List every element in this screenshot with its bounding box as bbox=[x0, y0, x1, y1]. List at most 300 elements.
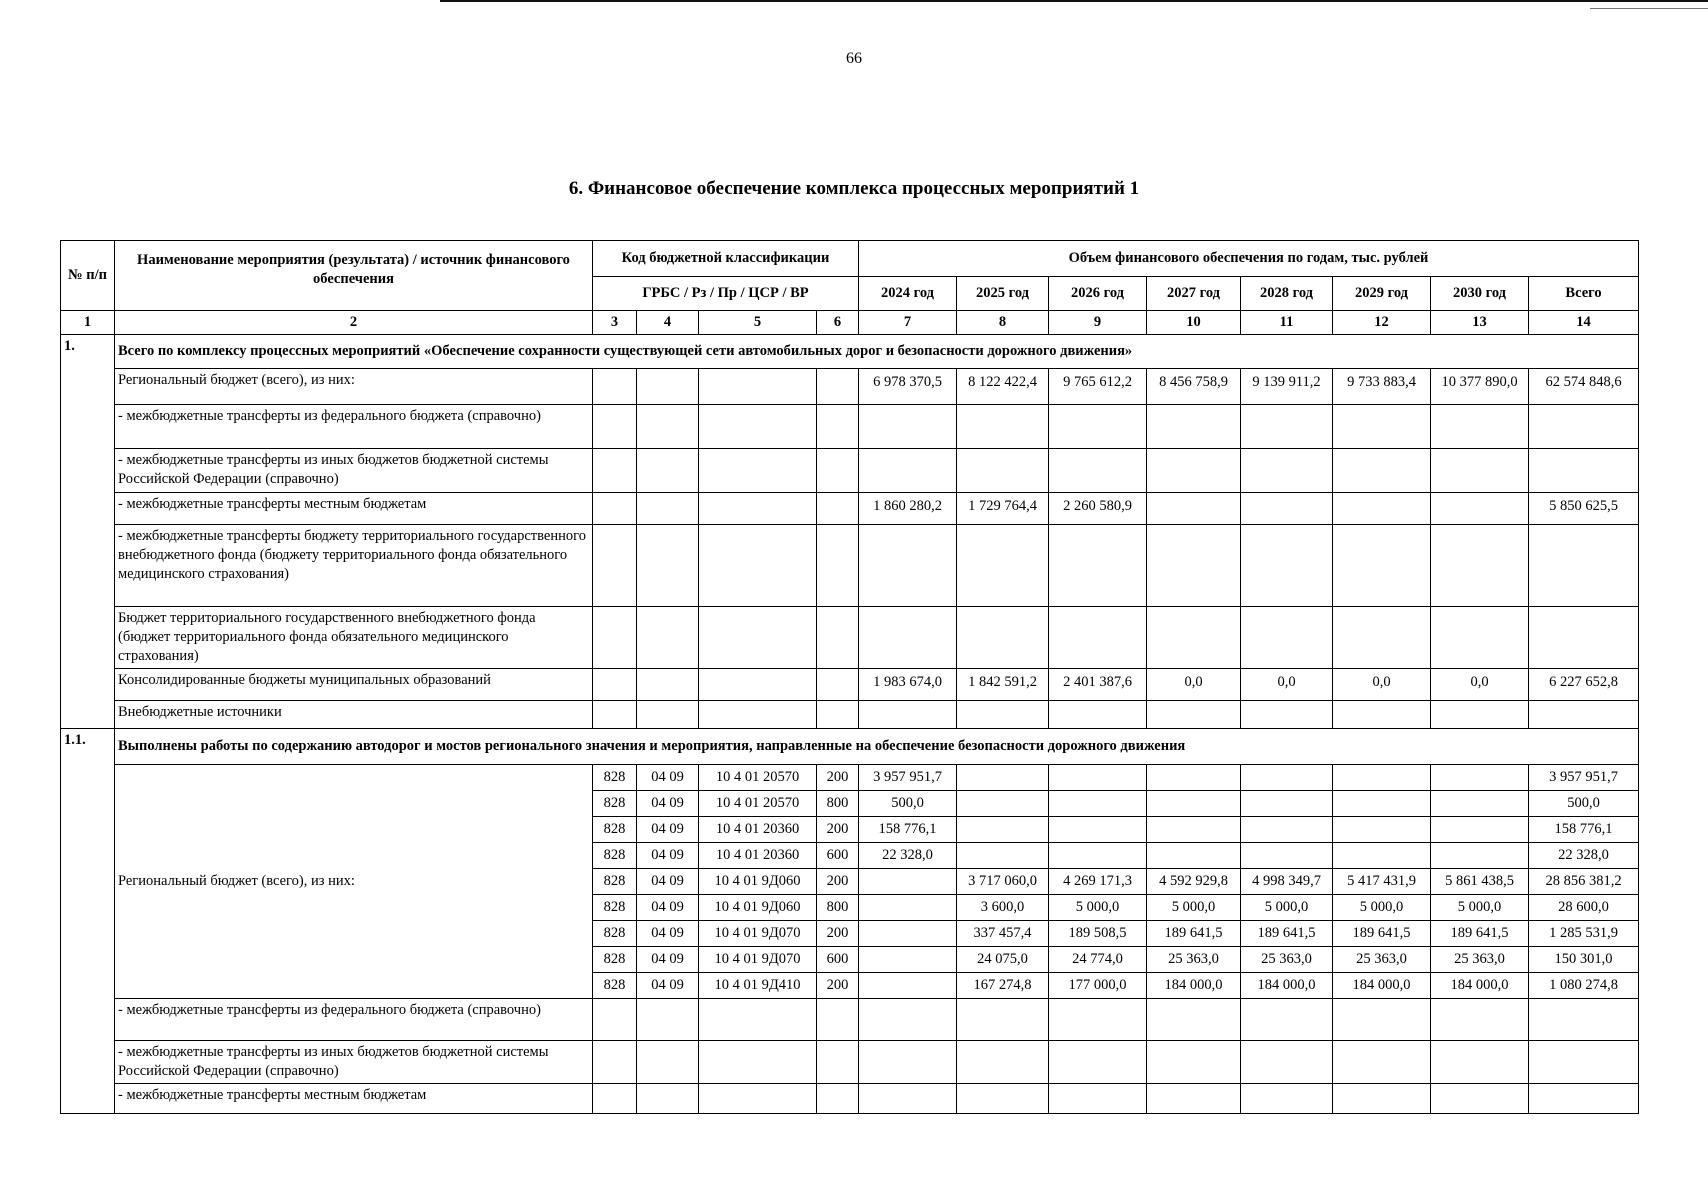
header-year: 2024 год bbox=[859, 277, 957, 311]
code-cell-empty bbox=[637, 449, 699, 493]
year-value-cell bbox=[1431, 791, 1529, 817]
empty-cell bbox=[1431, 1084, 1529, 1114]
code-cell-empty bbox=[593, 369, 637, 405]
year-value-cell: 189 641,5 bbox=[1241, 921, 1333, 947]
table-row bbox=[61, 449, 1639, 493]
code-cell-empty bbox=[637, 525, 699, 607]
table-row bbox=[61, 669, 1639, 701]
code-cell-empty bbox=[637, 701, 699, 729]
year-value-cell bbox=[1049, 449, 1147, 493]
year-value-cell: 1 983 674,0 bbox=[859, 669, 957, 701]
empty-cell bbox=[637, 999, 699, 1041]
total-cell: 5 850 625,5 bbox=[1529, 493, 1639, 525]
year-value-cell: 25 363,0 bbox=[1431, 947, 1529, 973]
source-label: Консолидированные бюджеты муниципальных образований bbox=[115, 669, 593, 701]
section-title: Всего по комплексу процессных мероприятий «Обеспечение сохранности существующей сети автомобильных дорог и безопасности дорожного движения» bbox=[115, 335, 1639, 369]
year-value-cell bbox=[1431, 843, 1529, 869]
year-value-cell: 25 363,0 bbox=[1241, 947, 1333, 973]
year-value-cell bbox=[1049, 791, 1147, 817]
source-label: - межбюджетные трансферты из федерального бюджета (справочно) bbox=[115, 999, 593, 1041]
scan-edge-mark bbox=[1590, 8, 1708, 9]
column-number: 2 bbox=[115, 311, 593, 335]
year-value-cell bbox=[859, 701, 957, 729]
empty-cell bbox=[1333, 999, 1431, 1041]
section-title: Выполнены работы по содержанию автодорог и мостов регионального значения и мероприятия, направленные на обеспечение безопасности дорожного движения bbox=[115, 729, 1639, 765]
column-number: 14 bbox=[1529, 311, 1639, 335]
grbs-code: 828 bbox=[593, 973, 637, 999]
year-value-cell bbox=[1431, 765, 1529, 791]
year-value-cell bbox=[1241, 449, 1333, 493]
year-value-cell bbox=[1147, 525, 1241, 607]
year-value-cell bbox=[1147, 765, 1241, 791]
empty-cell bbox=[1049, 1041, 1147, 1084]
year-value-cell bbox=[1147, 493, 1241, 525]
grbs-code: 828 bbox=[593, 765, 637, 791]
column-number: 10 bbox=[1147, 311, 1241, 335]
vr-code: 200 bbox=[817, 921, 859, 947]
csr-code: 10 4 01 20570 bbox=[699, 765, 817, 791]
header-volume: Объем финансового обеспечения по годам, тыс. рублей bbox=[859, 241, 1639, 277]
year-value-cell bbox=[1049, 405, 1147, 449]
year-value-cell: 184 000,0 bbox=[1431, 973, 1529, 999]
year-value-cell: 5 000,0 bbox=[1333, 895, 1431, 921]
code-cell-empty bbox=[699, 669, 817, 701]
year-value-cell bbox=[1431, 405, 1529, 449]
vr-code: 800 bbox=[817, 791, 859, 817]
year-value-cell bbox=[957, 449, 1049, 493]
year-value-cell: 25 363,0 bbox=[1147, 947, 1241, 973]
empty-cell bbox=[593, 1084, 637, 1114]
year-value-cell: 167 274,8 bbox=[957, 973, 1049, 999]
empty-cell bbox=[1147, 1084, 1241, 1114]
code-cell-empty bbox=[593, 701, 637, 729]
total-cell bbox=[1529, 525, 1639, 607]
empty-cell bbox=[1049, 999, 1147, 1041]
csr-code: 10 4 01 9Д060 bbox=[699, 895, 817, 921]
year-value-cell bbox=[1333, 525, 1431, 607]
empty-cell bbox=[859, 1084, 957, 1114]
csr-code: 10 4 01 20360 bbox=[699, 843, 817, 869]
year-value-cell: 6 978 370,5 bbox=[859, 369, 957, 405]
csr-code: 10 4 01 9Д410 bbox=[699, 973, 817, 999]
year-value-cell: 3 957 951,7 bbox=[859, 765, 957, 791]
code-cell-empty bbox=[817, 449, 859, 493]
year-value-cell bbox=[1241, 765, 1333, 791]
rz-pr-code: 04 09 bbox=[637, 947, 699, 973]
section-heading: 6. Финансовое обеспечение комплекса процессных мероприятий 1 bbox=[568, 178, 1140, 199]
year-value-cell: 0,0 bbox=[1147, 669, 1241, 701]
source-label: - межбюджетные трансферты из федерального бюджета (справочно) bbox=[115, 405, 593, 449]
year-value-cell: 189 641,5 bbox=[1333, 921, 1431, 947]
header-code-sub: ГРБС / Рз / Пр / ЦСР / ВР bbox=[593, 277, 859, 311]
year-value-cell bbox=[859, 449, 957, 493]
table-row bbox=[61, 765, 1639, 791]
empty-cell bbox=[859, 1041, 957, 1084]
year-value-cell: 3 717 060,0 bbox=[957, 869, 1049, 895]
code-cell-empty bbox=[637, 493, 699, 525]
code-cell-empty bbox=[593, 525, 637, 607]
year-value-cell bbox=[1333, 449, 1431, 493]
row-number: 1.1. bbox=[61, 729, 115, 1114]
header-no: № п/п bbox=[61, 241, 115, 311]
header-name: Наименование мероприятия (результата) / источник финансового обеспечения bbox=[115, 241, 593, 311]
source-label: - межбюджетные трансферты местным бюджетам bbox=[115, 1084, 593, 1114]
year-value-cell: 4 998 349,7 bbox=[1241, 869, 1333, 895]
year-value-cell bbox=[1431, 817, 1529, 843]
column-number: 12 bbox=[1333, 311, 1431, 335]
code-cell-empty bbox=[593, 607, 637, 669]
column-number: 1 bbox=[61, 311, 115, 335]
code-cell-empty bbox=[817, 669, 859, 701]
source-label: - межбюджетные трансферты из иных бюджетов бюджетной системы Российской Федерации (справочно) bbox=[115, 1041, 593, 1084]
source-label: Бюджет территориального государственного внебюджетного фонда (бюджет территориального фонда обязательного медицинского страхования) bbox=[115, 607, 593, 669]
code-cell-empty bbox=[637, 607, 699, 669]
grbs-code: 828 bbox=[593, 921, 637, 947]
year-value-cell bbox=[1333, 791, 1431, 817]
year-value-cell bbox=[1333, 493, 1431, 525]
empty-cell bbox=[1241, 999, 1333, 1041]
scan-edge-line bbox=[440, 0, 1708, 2]
code-cell-empty bbox=[817, 701, 859, 729]
year-value-cell bbox=[1241, 817, 1333, 843]
year-value-cell bbox=[1333, 843, 1431, 869]
rz-pr-code: 04 09 bbox=[637, 921, 699, 947]
year-value-cell: 184 000,0 bbox=[1147, 973, 1241, 999]
grbs-code: 828 bbox=[593, 817, 637, 843]
year-value-cell bbox=[859, 947, 957, 973]
csr-code: 10 4 01 20570 bbox=[699, 791, 817, 817]
table-row bbox=[61, 369, 1639, 405]
empty-cell bbox=[699, 1084, 817, 1114]
total-cell: 500,0 bbox=[1529, 791, 1639, 817]
source-label: - межбюджетные трансферты бюджету территориального государственного внебюджетного фонда (бюджету территориального фонда обязательного медицинского страхования) bbox=[115, 525, 593, 607]
year-value-cell: 1 860 280,2 bbox=[859, 493, 957, 525]
year-value-cell: 2 401 387,6 bbox=[1049, 669, 1147, 701]
empty-cell bbox=[817, 1084, 859, 1114]
year-value-cell bbox=[1049, 607, 1147, 669]
empty-cell bbox=[817, 999, 859, 1041]
year-value-cell: 1 842 591,2 bbox=[957, 669, 1049, 701]
column-number: 5 bbox=[699, 311, 817, 335]
page-number: 66 bbox=[846, 50, 862, 67]
empty-cell bbox=[637, 1041, 699, 1084]
rz-pr-code: 04 09 bbox=[637, 765, 699, 791]
code-cell-empty bbox=[817, 607, 859, 669]
table-row bbox=[61, 999, 1639, 1041]
column-number: 7 bbox=[859, 311, 957, 335]
year-value-cell: 3 600,0 bbox=[957, 895, 1049, 921]
empty-cell bbox=[859, 999, 957, 1041]
code-cell-empty bbox=[593, 405, 637, 449]
header-year: 2030 год bbox=[1431, 277, 1529, 311]
total-cell bbox=[1529, 607, 1639, 669]
year-value-cell bbox=[1147, 791, 1241, 817]
csr-code: 10 4 01 9Д070 bbox=[699, 921, 817, 947]
header-code: Код бюджетной классификации bbox=[593, 241, 859, 277]
column-number: 13 bbox=[1431, 311, 1529, 335]
code-cell-empty bbox=[637, 405, 699, 449]
year-value-cell: 184 000,0 bbox=[1333, 973, 1431, 999]
table-row bbox=[61, 1041, 1639, 1084]
header-year: 2029 год bbox=[1333, 277, 1431, 311]
empty-cell bbox=[593, 1041, 637, 1084]
year-value-cell bbox=[1241, 843, 1333, 869]
year-value-cell bbox=[957, 843, 1049, 869]
year-value-cell bbox=[957, 607, 1049, 669]
year-value-cell: 2 260 580,9 bbox=[1049, 493, 1147, 525]
year-value-cell bbox=[957, 791, 1049, 817]
row-number: 1. bbox=[61, 335, 115, 729]
year-value-cell bbox=[1147, 607, 1241, 669]
empty-cell bbox=[957, 1084, 1049, 1114]
total-cell bbox=[1529, 701, 1639, 729]
total-cell: 28 856 381,2 bbox=[1529, 869, 1639, 895]
total-cell: 3 957 951,7 bbox=[1529, 765, 1639, 791]
table-row bbox=[61, 405, 1639, 449]
year-value-cell: 24 075,0 bbox=[957, 947, 1049, 973]
column-number: 3 bbox=[593, 311, 637, 335]
source-label: Региональный бюджет (всего), из них: bbox=[115, 369, 593, 405]
year-value-cell bbox=[957, 765, 1049, 791]
empty-cell bbox=[1529, 1084, 1639, 1114]
year-value-cell bbox=[1333, 405, 1431, 449]
year-value-cell bbox=[1049, 701, 1147, 729]
year-value-cell: 5 000,0 bbox=[1241, 895, 1333, 921]
year-value-cell bbox=[1147, 449, 1241, 493]
year-value-cell bbox=[1147, 405, 1241, 449]
year-value-cell bbox=[1431, 525, 1529, 607]
rz-pr-code: 04 09 bbox=[637, 895, 699, 921]
year-value-cell bbox=[1431, 607, 1529, 669]
year-value-cell bbox=[1147, 843, 1241, 869]
source-label: - межбюджетные трансферты местным бюджетам bbox=[115, 493, 593, 525]
year-value-cell bbox=[1147, 701, 1241, 729]
rz-pr-code: 04 09 bbox=[637, 973, 699, 999]
code-cell-empty bbox=[593, 493, 637, 525]
year-value-cell bbox=[1431, 449, 1529, 493]
code-cell-empty bbox=[817, 405, 859, 449]
csr-code: 10 4 01 20360 bbox=[699, 817, 817, 843]
year-value-cell bbox=[1333, 701, 1431, 729]
year-value-cell bbox=[1333, 765, 1431, 791]
table-row bbox=[61, 493, 1639, 525]
header-year: 2026 год bbox=[1049, 277, 1147, 311]
column-number: 8 bbox=[957, 311, 1049, 335]
empty-cell bbox=[1333, 1041, 1431, 1084]
code-cell-empty bbox=[699, 369, 817, 405]
year-value-cell: 5 000,0 bbox=[1049, 895, 1147, 921]
year-value-cell: 10 377 890,0 bbox=[1431, 369, 1529, 405]
year-value-cell: 184 000,0 bbox=[1241, 973, 1333, 999]
vr-code: 200 bbox=[817, 869, 859, 895]
source-label: - межбюджетные трансферты из иных бюджетов бюджетной системы Российской Федерации (справочно) bbox=[115, 449, 593, 493]
year-value-cell bbox=[1431, 493, 1529, 525]
rz-pr-code: 04 09 bbox=[637, 791, 699, 817]
empty-cell bbox=[1529, 1041, 1639, 1084]
table-row bbox=[61, 1084, 1639, 1114]
grbs-code: 828 bbox=[593, 895, 637, 921]
csr-code: 10 4 01 9Д060 bbox=[699, 869, 817, 895]
source-label: Региональный бюджет (всего), из них: bbox=[115, 765, 593, 999]
total-cell bbox=[1529, 405, 1639, 449]
total-cell: 62 574 848,6 bbox=[1529, 369, 1639, 405]
code-cell-empty bbox=[593, 669, 637, 701]
rz-pr-code: 04 09 bbox=[637, 843, 699, 869]
year-value-cell: 5 861 438,5 bbox=[1431, 869, 1529, 895]
empty-cell bbox=[1241, 1041, 1333, 1084]
year-value-cell: 189 508,5 bbox=[1049, 921, 1147, 947]
year-value-cell: 5 000,0 bbox=[1147, 895, 1241, 921]
year-value-cell bbox=[859, 895, 957, 921]
year-value-cell: 189 641,5 bbox=[1147, 921, 1241, 947]
table-row bbox=[61, 607, 1639, 669]
year-value-cell bbox=[1241, 525, 1333, 607]
year-value-cell bbox=[1049, 525, 1147, 607]
grbs-code: 828 bbox=[593, 947, 637, 973]
year-value-cell bbox=[1241, 493, 1333, 525]
source-label: Внебюджетные источники bbox=[115, 701, 593, 729]
code-cell-empty bbox=[817, 493, 859, 525]
code-cell-empty bbox=[817, 369, 859, 405]
vr-code: 800 bbox=[817, 895, 859, 921]
empty-cell bbox=[1049, 1084, 1147, 1114]
header-year: 2027 год bbox=[1147, 277, 1241, 311]
total-cell: 1 080 274,8 bbox=[1529, 973, 1639, 999]
year-value-cell: 24 774,0 bbox=[1049, 947, 1147, 973]
year-value-cell: 1 729 764,4 bbox=[957, 493, 1049, 525]
code-cell-empty bbox=[699, 607, 817, 669]
rz-pr-code: 04 09 bbox=[637, 817, 699, 843]
year-value-cell: 9 765 612,2 bbox=[1049, 369, 1147, 405]
empty-cell bbox=[817, 1041, 859, 1084]
year-value-cell: 4 592 929,8 bbox=[1147, 869, 1241, 895]
code-cell-empty bbox=[699, 701, 817, 729]
code-cell-empty bbox=[699, 449, 817, 493]
year-value-cell bbox=[1241, 701, 1333, 729]
column-number: 11 bbox=[1241, 311, 1333, 335]
year-value-cell bbox=[1147, 817, 1241, 843]
empty-cell bbox=[1431, 1041, 1529, 1084]
vr-code: 600 bbox=[817, 843, 859, 869]
column-number: 4 bbox=[637, 311, 699, 335]
csr-code: 10 4 01 9Д070 bbox=[699, 947, 817, 973]
empty-cell bbox=[1241, 1084, 1333, 1114]
empty-cell bbox=[1333, 1084, 1431, 1114]
year-value-cell: 0,0 bbox=[1431, 669, 1529, 701]
year-value-cell: 500,0 bbox=[859, 791, 957, 817]
year-value-cell bbox=[1333, 607, 1431, 669]
year-value-cell bbox=[1049, 765, 1147, 791]
empty-cell bbox=[1147, 1041, 1241, 1084]
code-cell-empty bbox=[637, 369, 699, 405]
header-year: 2025 год bbox=[957, 277, 1049, 311]
empty-cell bbox=[1431, 999, 1529, 1041]
header-total: Всего bbox=[1529, 277, 1639, 311]
year-value-cell bbox=[859, 869, 957, 895]
year-value-cell bbox=[1049, 817, 1147, 843]
year-value-cell: 22 328,0 bbox=[859, 843, 957, 869]
empty-cell bbox=[699, 1041, 817, 1084]
year-value-cell: 177 000,0 bbox=[1049, 973, 1147, 999]
year-value-cell bbox=[859, 921, 957, 947]
empty-cell bbox=[957, 999, 1049, 1041]
code-cell-empty bbox=[699, 493, 817, 525]
vr-code: 200 bbox=[817, 973, 859, 999]
year-value-cell: 4 269 171,3 bbox=[1049, 869, 1147, 895]
year-value-cell bbox=[1241, 791, 1333, 817]
year-value-cell: 158 776,1 bbox=[859, 817, 957, 843]
year-value-cell bbox=[859, 973, 957, 999]
total-cell: 28 600,0 bbox=[1529, 895, 1639, 921]
year-value-cell: 0,0 bbox=[1333, 669, 1431, 701]
year-value-cell: 5 417 431,9 bbox=[1333, 869, 1431, 895]
year-value-cell bbox=[859, 607, 957, 669]
rz-pr-code: 04 09 bbox=[637, 869, 699, 895]
empty-cell bbox=[699, 999, 817, 1041]
column-number: 9 bbox=[1049, 311, 1147, 335]
year-value-cell bbox=[957, 817, 1049, 843]
year-value-cell bbox=[1241, 405, 1333, 449]
year-value-cell bbox=[1049, 843, 1147, 869]
total-cell: 22 328,0 bbox=[1529, 843, 1639, 869]
year-value-cell: 8 456 758,9 bbox=[1147, 369, 1241, 405]
year-value-cell: 189 641,5 bbox=[1431, 921, 1529, 947]
total-cell: 150 301,0 bbox=[1529, 947, 1639, 973]
header-year: 2028 год bbox=[1241, 277, 1333, 311]
code-cell-empty bbox=[699, 405, 817, 449]
empty-cell bbox=[957, 1041, 1049, 1084]
empty-cell bbox=[593, 999, 637, 1041]
table-row bbox=[61, 701, 1639, 729]
year-value-cell: 337 457,4 bbox=[957, 921, 1049, 947]
year-value-cell: 9 733 883,4 bbox=[1333, 369, 1431, 405]
year-value-cell: 9 139 911,2 bbox=[1241, 369, 1333, 405]
empty-cell bbox=[1529, 999, 1639, 1041]
year-value-cell bbox=[957, 701, 1049, 729]
year-value-cell: 5 000,0 bbox=[1431, 895, 1529, 921]
year-value-cell bbox=[859, 405, 957, 449]
code-cell-empty bbox=[637, 669, 699, 701]
empty-cell bbox=[1147, 999, 1241, 1041]
year-value-cell: 8 122 422,4 bbox=[957, 369, 1049, 405]
year-value-cell: 25 363,0 bbox=[1333, 947, 1431, 973]
grbs-code: 828 bbox=[593, 791, 637, 817]
financing-table bbox=[60, 240, 1639, 1114]
year-value-cell bbox=[957, 525, 1049, 607]
grbs-code: 828 bbox=[593, 843, 637, 869]
total-cell: 158 776,1 bbox=[1529, 817, 1639, 843]
total-cell bbox=[1529, 449, 1639, 493]
year-value-cell bbox=[1431, 701, 1529, 729]
code-cell-empty bbox=[699, 525, 817, 607]
year-value-cell bbox=[1333, 817, 1431, 843]
year-value-cell: 0,0 bbox=[1241, 669, 1333, 701]
year-value-cell bbox=[1241, 607, 1333, 669]
year-value-cell bbox=[957, 405, 1049, 449]
column-number: 6 bbox=[817, 311, 859, 335]
code-cell-empty bbox=[817, 525, 859, 607]
vr-code: 200 bbox=[817, 765, 859, 791]
total-cell: 6 227 652,8 bbox=[1529, 669, 1639, 701]
table-row bbox=[61, 525, 1639, 607]
empty-cell bbox=[637, 1084, 699, 1114]
vr-code: 600 bbox=[817, 947, 859, 973]
total-cell: 1 285 531,9 bbox=[1529, 921, 1639, 947]
year-value-cell bbox=[859, 525, 957, 607]
code-cell-empty bbox=[593, 449, 637, 493]
vr-code: 200 bbox=[817, 817, 859, 843]
grbs-code: 828 bbox=[593, 869, 637, 895]
